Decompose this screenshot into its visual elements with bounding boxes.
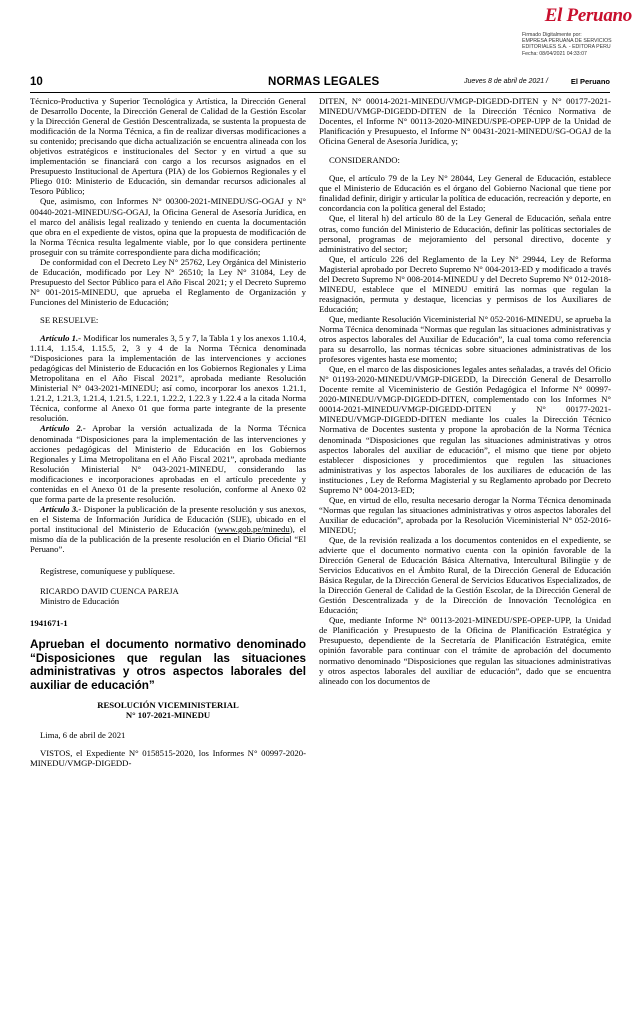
- document-code: 1941671-1: [30, 618, 68, 629]
- issue-date: Jueves 8 de abril de 2021 /: [463, 78, 548, 85]
- article-text: Disponer la publicación de la presente resolución y sus anexos, en el Sistema de Información Jurídica de Educación (SIJE), ubicado en el portal institucional del Ministerio de Educación (: [30, 503, 306, 534]
- resolution-number: N° 107-2021-MINEDU: [125, 710, 211, 721]
- paragraph: Que, en virtud de ello, resulta necesario derogar la Norma Técnica denominada “Normas que regulan las situaciones administrativas y otros aspectos laborales del Auxiliar de educación”, aprobada por la Resolución Viceministerial N° 052-2016-MINEDU;: [319, 494, 611, 535]
- paragraph: Que, asimismo, con Informes N° 00300-2021-MINEDU/SG-OGAJ y N° 00440-2021-MINEDU/SG-OGAJ, la Oficina General de Asesoría Jurídica, en el marco del análisis legal realizado y teniendo en cuenta la documentación que obra en el expediente de vistos, opina que la propuesta de modificación de la Norma Técnica resulta legalmente viable, por lo que considera pertinente proseguir con su trámite correspondiente para dicha modificación;: [30, 196, 306, 257]
- paragraph: Técnico-Productiva y Superior Tecnológica y Artística, la Dirección General de Desarrollo Docente, la Dirección General de Calidad de la Gestión Escolar y la Dirección General de Gestión Descentralizada, se sustenta la propuesta de modificación de la Norma Técnica, a fin de realizar diversas modificaciones a su contenido; precisando que dicha actualización se encuentra alineada con los objetivos estratégicos e institucionales del Sector y en virtud a que su implementación se financiará con cargo a los recursos asignados en el Presupuesto Institucional de Apertura (PIA) de los Gobiernos Regionales y el Pliego 010: Ministerio de Educación, sin demandar recursos adicionales al Tesoro Público;: [30, 96, 306, 197]
- header-brand: El Peruano: [570, 77, 610, 86]
- paragraph: Que, el artículo 226 del Reglamento de la Ley N° 29944, Ley de Reforma Magisterial aprobado por Decreto Supremo N° 004-2013-ED y modificado a través del Decreto Supremo N° 008-2014-MINEDU y del Decreto Supremo N° 012-2018-MINEDU, establece que el MINEDU emitirá las normas que regulan la reasignación, permuta y destaque, licencias y permisos de los Auxiliares de Educación;: [319, 253, 611, 314]
- minedu-link[interactable]: www.gob.pe/minedu: [217, 523, 290, 534]
- article-text: Aprobar la versión actualizada de la Norma Técnica denominada “Disposiciones para la implementación de las intervenciones y acciones pedagógicas del Ministerio de Educación en los Gobiernos Regionales y Lima Metropolitana en el Año Fiscal 2021”, aprobada mediante Resolución Ministerial N° 043-2021-MINEDU, considerando las modificaciones e incorporaciones aprobadas en el artículo precedente y contenidas en el Anexo 01 de la presente resolución, conforme al Anexo 02 que forma parte de la presente resolución.: [30, 423, 306, 504]
- signature-line: Fecha: 08/04/2021 04:33:07: [522, 50, 587, 57]
- signature-line: EDITORIALES S.A. - EDITORA PERU: [522, 44, 611, 51]
- brand-block: [482, 6, 632, 57]
- page-number: 10: [30, 76, 43, 88]
- article-3: [30, 504, 306, 554]
- headline: Aprueban el documento normativo denominado “Disposiciones que regulan las situaciones administrativas y otros aspectos laborales del auxiliar de educación”: [30, 638, 306, 692]
- paragraph: Que, mediante Informe N° 00113-2021-MINEDU/SPE-OPEP-UPP, la Unidad de Planificación y Presupuesto de la Oficina de Planificación Estratégica y Presupuesto, dependiente de la Secretaría de Planificación Estratégica, emite opinión favorable para continuar con el trámite de aprobación del documento normativo denominado “Disposiciones que regulan las situaciones administrativas y otros aspectos laborales del auxiliar de educación”, dado que se encuentra alineado con los documentos de: [319, 615, 611, 686]
- article-text: ), el mismo día de la publicación de la presente resolución en el Diario Oficial “El Peruano”.: [30, 523, 306, 555]
- article-text: Modificar los numerales 3, 5 y 7, la Tabla 1 y los anexos 1.10.4, 1.11.4, 1.15.4, 1.15.5, 2, 3 y 4 de la Norma Técnica denominada “Disposiciones para la implementación de las intervenciones y acciones pedagógicas del Ministerio de Educación en los Gobiernos Regionales y Lima Metropolitana en el Año Fiscal 2021”, aprobada mediante Resolución Ministerial N° 043-2021-MINEDU; así como, incorporar los anexos 1.21.1, 1.21.2, 1.21.3, 1.21.4, 1.21.5, 1.22.1, 1.22.2, 1.22.3 y 1.22.4 a la citada Norma Técnica, conforme al Anexo 01 que forma parte integrante de la presente resolución.: [30, 333, 307, 424]
- signature-line: Firmado Digitalmente por:: [522, 32, 582, 38]
- paragraph: De conformidad con el Decreto Ley N° 25762, Ley Orgánica del Ministerio de Educación, modificado por Ley N° 26510; la Ley N° 31084, Ley de Presupuesto del Sector Público para el Año Fiscal 2021; y el Decreto Supremo N° 001-2015-MINEDU, que aprueba el Reglamento de Organización y Funciones del Ministerio de Educación;: [30, 256, 306, 307]
- header-rule: [30, 92, 610, 93]
- left-column: [30, 96, 306, 768]
- right-column: [319, 96, 611, 686]
- page-header: [30, 76, 610, 90]
- article-1: [30, 333, 306, 423]
- resolution-title: RESOLUCIÓN VICEMINISTERIAL: [97, 700, 239, 711]
- article-2: [30, 423, 306, 503]
- resolve-heading: SE RESUELVE:: [40, 314, 99, 325]
- paragraph: Que, en el marco de las disposiciones legales antes señaladas, a través del Oficio N° 01193-2020-MINEDU/VMGP-DIGEDD, la Dirección General de Desarrollo Docente remite al Viceministerio de Gestión Pedagógica el Informe N° 00997-2020-MINEDU/VMGP-DIGEDD-DITEN, complementado con los Informes N° 00014-2021-MINEDU/VMGP-DIGEDD-DITEN y N° 00177-2021-MINEDU/VMGP-DIGEDD-DITEN mediante los cuales la Dirección Técnico Normativa de Docentes sustenta y propone la aprobación de la Norma Técnica denominada “Disposiciones que regulan las situaciones administrativas y otros aspectos laborales del auxiliar de educación”, el mismo que tiene por objeto establecer disposiciones y procedimientos que regulen las situaciones administrativas y los aspectos laborales de los auxiliares de educación de las instituciones , Ley de Reforma Magisterial y su Reglamento aprobado por Decreto Supremo N° 004-2013-ED;: [319, 364, 611, 495]
- signature-line: EMPRESA PERUANA DE SERVICIOS: [522, 38, 612, 45]
- article-label: Artículo 3.-: [40, 503, 82, 514]
- vistos-paragraph: VISTOS, el Expediente N° 0158515-2020, los Informes N° 00997-2020-MINEDU/VMGP-DIGEDD-: [30, 748, 306, 769]
- considerando-heading: CONSIDERANDO:: [329, 155, 400, 166]
- signer-title: Ministro de Educación: [40, 596, 120, 607]
- paragraph: Que, de la revisión realizada a los documentos contenidos en el expediente, se advierte que el documento normativo cuenta con la opinión favorable de la Dirección General de Educación Básica Alternativa, Intercultural Bilingüe y de Servicios Educativos en el Ámbito Rural, de la Dirección General de Educación Básica Regular, de la Dirección General de Servicios Educativos Especializados, de la Dirección General de Calidad de la Gestión Escolar, de la Dirección General de Gestión Descentralizada y de la Dirección de Innovación Tecnológica en Educación;: [319, 534, 611, 616]
- el-peruano-logo: El Peruano: [544, 5, 632, 26]
- paragraph: DITEN, N° 00014-2021-MINEDU/VMGP-DIGEDD-DITEN y N° 00177-2021-MINEDU/VMGP-DIGEDD-DITEN de la Dirección Técnico Normativa de Docentes, el Informe N° 00113-2020-MINEDU/SPE-OPEP-UPP de la Unidad de Planificación y Presupuesto, el Informe N° 00431-2021-MINEDU/SG-OGAJ de la Oficina General de Asesoría Jurídica, y;: [319, 96, 611, 147]
- closing-formula: Regístrese, comuníquese y publíquese.: [40, 566, 175, 577]
- section-title: NORMAS LEGALES: [268, 76, 380, 88]
- paragraph: Que, mediante Resolución Viceministerial N° 052-2016-MINEDU, se aprueba la Norma Técnica denominada “Normas que regulan las situaciones administrativas y otros aspectos laborales del Auxiliar de Educación”, la cual toma como referencia para su desarrollo, las normas técnicas sobre situaciones administrativas de los profesores vigentes hasta ese momento;: [319, 313, 611, 365]
- place-date: Lima, 6 de abril de 2021: [40, 730, 126, 741]
- article-label: Artículo 1.-: [40, 333, 82, 344]
- paragraph: Que, el literal h) del artículo 80 de la Ley General de Educación, señala entre otras, como función del Ministerio de Educación, definir las políticas sectoriales de personal, programas de mejoramiento del personal directivo, docente y administrativo del sector;: [319, 213, 611, 254]
- digital-signature: [522, 32, 632, 57]
- paragraph: Que, el artículo 79 de la Ley N° 28044, Ley General de Educación, establece que el Ministerio de Educación es el órgano del Gobierno Nacional que tiene por finalidad definir, dirigir y articular la política de educación, recreación y deporte, en concordancia con la política general del Estado;: [319, 173, 611, 214]
- signer-name: RICARDO DAVID CUENCA PAREJA: [40, 586, 179, 597]
- article-label: Artículo 2.-: [40, 423, 86, 434]
